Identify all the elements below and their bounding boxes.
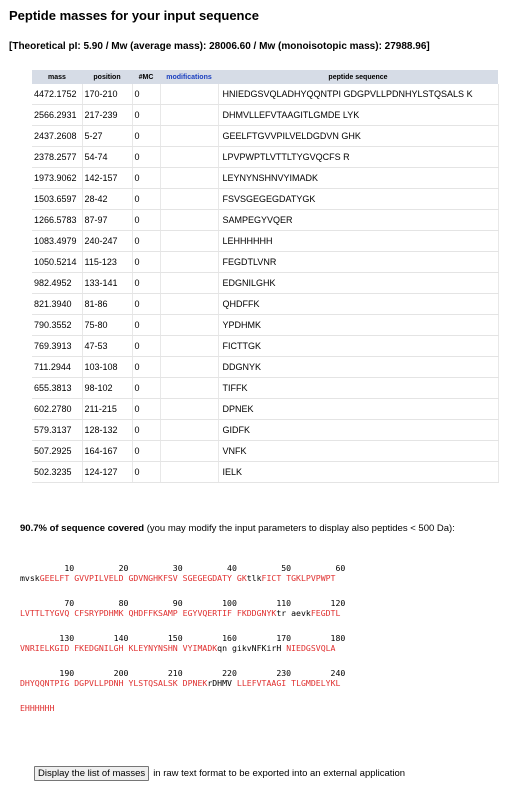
cell-peptide-sequence: DDGNYK (218, 357, 498, 378)
cell-peptide-sequence: DHMVLLEFVTAAGITLGMDE LYK (218, 105, 498, 126)
cell-modifications (160, 252, 218, 273)
header-mass: mass (32, 70, 82, 84)
cell-position: 170-210 (82, 84, 132, 105)
theoretical-summary: [Theoretical pI: 5.90 / Mw (average mass): 28006.60 / Mw (monoisotopic mass): 27988.96] (9, 41, 430, 52)
covered-segment: FEGDTL (310, 608, 341, 618)
cell-position: 98-102 (82, 378, 132, 399)
covered-segment: EHHHHHH (20, 703, 55, 713)
table-row (32, 231, 498, 252)
cell-modifications (160, 189, 218, 210)
cell-modifications (160, 231, 218, 252)
table-row (32, 336, 498, 357)
cell-peptide-sequence: FEGDTLVNR (218, 252, 498, 273)
page-title: Peptide masses for your input sequence (9, 8, 259, 23)
sequence-line-block (20, 563, 345, 583)
table-row (32, 126, 498, 147)
sequence-line-block (20, 668, 345, 688)
cell-peptide-sequence: QHDFFK (218, 294, 498, 315)
cell-mass: 1083.4979 (32, 231, 82, 252)
cell-position: 87-97 (82, 210, 132, 231)
cell-modifications (160, 168, 218, 189)
coverage-note: (you may modify the input parameters to display also peptides < 500 Da): (144, 523, 455, 534)
cell-peptide-sequence: SAMPEGYVQER (218, 210, 498, 231)
table-row (32, 378, 498, 399)
covered-segment: VNRIELKGID FKEDGNILGH KLEYNYNSHN VYIMADK (20, 643, 218, 653)
cell-mc: 0 (132, 336, 160, 357)
cell-mass: 769.3913 (32, 336, 82, 357)
cell-mc: 0 (132, 441, 160, 462)
cell-peptide-sequence: LEHHHHHH (218, 231, 498, 252)
table-row (32, 399, 498, 420)
cell-mc: 0 (132, 420, 160, 441)
cell-mass: 790.3552 (32, 315, 82, 336)
cell-mc: 0 (132, 168, 160, 189)
cell-modifications (160, 210, 218, 231)
header-modifications-link[interactable]: modifications (160, 70, 218, 84)
sequence-line-block (20, 633, 345, 653)
cell-modifications (160, 357, 218, 378)
cell-mass: 821.3940 (32, 294, 82, 315)
cell-mass: 655.3813 (32, 378, 82, 399)
header-position: position (82, 70, 132, 84)
cell-position: 28-42 (82, 189, 132, 210)
footer-text: in raw text format to be exported into an external application (153, 768, 406, 779)
cell-modifications (160, 126, 218, 147)
cell-modifications (160, 462, 218, 483)
cell-mass: 1050.5214 (32, 252, 82, 273)
cell-position: 75-80 (82, 315, 132, 336)
uncovered-segment: tr aevk (276, 608, 311, 618)
coverage-text (20, 523, 455, 534)
cell-mc: 0 (132, 126, 160, 147)
covered-segment: FICT TGKLPVPWPT (261, 573, 336, 583)
sequence-line-block (20, 703, 345, 713)
sequence-ruler: 190 200 210 220 230 240 (20, 668, 346, 678)
cell-mass: 2437.2608 (32, 126, 82, 147)
cell-modifications (160, 336, 218, 357)
cell-mc: 0 (132, 273, 160, 294)
cell-mc: 0 (132, 462, 160, 483)
table-row (32, 168, 498, 189)
cell-modifications (160, 105, 218, 126)
table-row (32, 105, 498, 126)
table-row (32, 273, 498, 294)
cell-peptide-sequence: FICTTGK (218, 336, 498, 357)
table-row (32, 294, 498, 315)
table-row (32, 357, 498, 378)
covered-segment: GEELFT GVVPILVELD GDVNGHKFSV SGEGEGDATY GK (39, 573, 247, 583)
cell-position: 5-27 (82, 126, 132, 147)
cell-mc: 0 (132, 231, 160, 252)
sequence-ruler: 70 80 90 100 110 120 (20, 598, 346, 608)
table-row (32, 210, 498, 231)
footer (34, 766, 405, 781)
cell-mass: 2378.2577 (32, 147, 82, 168)
cell-mass: 579.3137 (32, 420, 82, 441)
table-header-row (32, 70, 498, 84)
covered-segment: NIEDGSVQLA (281, 643, 336, 653)
sequence-coverage-block (20, 563, 345, 728)
table-row (32, 189, 498, 210)
cell-mc: 0 (132, 189, 160, 210)
cell-position: 128-132 (82, 420, 132, 441)
cell-mc: 0 (132, 357, 160, 378)
cell-modifications (160, 378, 218, 399)
table-row (32, 441, 498, 462)
cell-mass: 1503.6597 (32, 189, 82, 210)
cell-modifications (160, 273, 218, 294)
cell-position: 133-141 (82, 273, 132, 294)
cell-position: 240-247 (82, 231, 132, 252)
cell-mc: 0 (132, 252, 160, 273)
cell-position: 124-127 (82, 462, 132, 483)
cell-position: 54-74 (82, 147, 132, 168)
cell-modifications (160, 441, 218, 462)
uncovered-segment: rDHMV (207, 678, 232, 688)
cell-position: 81-86 (82, 294, 132, 315)
cell-peptide-sequence: DPNEK (218, 399, 498, 420)
cell-mass: 2566.2931 (32, 105, 82, 126)
cell-mc: 0 (132, 210, 160, 231)
sequence-ruler: 10 20 30 40 50 60 (20, 563, 346, 573)
cell-modifications (160, 294, 218, 315)
table-row (32, 84, 498, 105)
table-row (32, 147, 498, 168)
table-row (32, 462, 498, 483)
cell-peptide-sequence: FSVSGEGEGDATYGK (218, 189, 498, 210)
cell-mc: 0 (132, 315, 160, 336)
cell-peptide-sequence: TIFFK (218, 378, 498, 399)
cell-position: 103-108 (82, 357, 132, 378)
cell-position: 164-167 (82, 441, 132, 462)
cell-mc: 0 (132, 105, 160, 126)
peptide-mass-table (32, 70, 499, 483)
sequence-line-block (20, 598, 345, 618)
cell-position: 211-215 (82, 399, 132, 420)
cell-modifications (160, 420, 218, 441)
cell-mc: 0 (132, 399, 160, 420)
sequence-ruler: 130 140 150 160 170 180 (20, 633, 346, 643)
uncovered-segment: tlk (246, 573, 262, 583)
covered-segment: DHYQQNTPIG DGPVLLPDNH YLSTQSALSK DPNEK (20, 678, 208, 688)
cell-mc: 0 (132, 147, 160, 168)
cell-peptide-sequence: IELK (218, 462, 498, 483)
cell-modifications (160, 84, 218, 105)
cell-peptide-sequence: EDGNILGHK (218, 273, 498, 294)
uncovered-segment: qn gikvNFKirH (217, 643, 282, 653)
display-masses-button[interactable]: Display the list of masses (34, 766, 149, 781)
cell-mass: 602.2780 (32, 399, 82, 420)
header-mc: #MC (132, 70, 160, 84)
covered-segment: LVTTLTYGVQ CFSRYPDHMK QHDFFKSAMP EGYVQERTIF FKDDGNYK (20, 608, 277, 618)
cell-mc: 0 (132, 84, 160, 105)
cell-mass: 502.3235 (32, 462, 82, 483)
cell-mass: 1266.5783 (32, 210, 82, 231)
table-row (32, 420, 498, 441)
cell-position: 142-157 (82, 168, 132, 189)
cell-position: 115-123 (82, 252, 132, 273)
cell-mass: 1973.9062 (32, 168, 82, 189)
covered-segment: LLEFVTAAGI TLGMDELYKL (231, 678, 341, 688)
table-row (32, 252, 498, 273)
cell-mass: 982.4952 (32, 273, 82, 294)
cell-peptide-sequence: GIDFK (218, 420, 498, 441)
cell-peptide-sequence: LPVPWPTLVTTLTYGVQCFS R (218, 147, 498, 168)
cell-position: 47-53 (82, 336, 132, 357)
cell-peptide-sequence: VNFK (218, 441, 498, 462)
cell-modifications (160, 315, 218, 336)
cell-peptide-sequence: GEELFTGVVPILVELDGDVN GHK (218, 126, 498, 147)
uncovered-segment: mvsk (20, 573, 40, 583)
table-row (32, 315, 498, 336)
cell-mc: 0 (132, 378, 160, 399)
cell-mass: 4472.1752 (32, 84, 82, 105)
cell-peptide-sequence: YPDHMK (218, 315, 498, 336)
coverage-percent: 90.7% of sequence covered (20, 523, 145, 534)
cell-peptide-sequence: LEYNYNSHNVYIMADK (218, 168, 498, 189)
cell-position: 217-239 (82, 105, 132, 126)
cell-modifications (160, 399, 218, 420)
cell-mass: 711.2944 (32, 357, 82, 378)
cell-mass: 507.2925 (32, 441, 82, 462)
cell-peptide-sequence: HNIEDGSVQLADHYQQNTPI GDGPVLLPDNHYLSTQSALS K (218, 84, 498, 105)
header-peptide-sequence: peptide sequence (218, 70, 498, 84)
cell-modifications (160, 147, 218, 168)
cell-mc: 0 (132, 294, 160, 315)
